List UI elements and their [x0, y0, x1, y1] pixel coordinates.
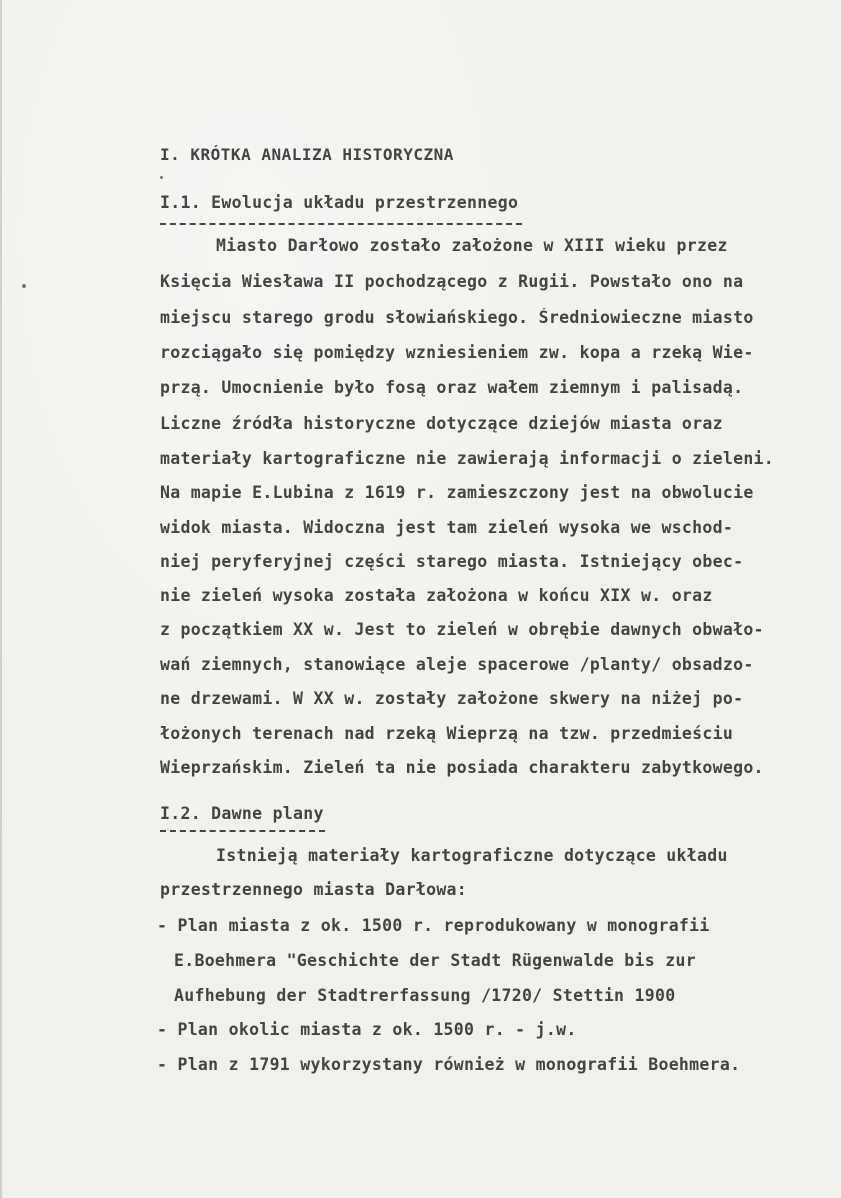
paragraph-line: Księcia Wiesława II pochodzącego z Rugii. Powstało ono na [160, 272, 744, 291]
paragraph-line: łożonych terenach nad rzeką Wieprzą na tzw. przedmieściu [160, 724, 734, 743]
paragraph-line: materiały kartograficzne nie zawierają informacji o zieleni. [160, 449, 775, 468]
paragraph-line: przą. Umocnienie było fosą oraz wałem ziemnym i palisadą. [160, 378, 744, 397]
paragraph-line: Liczne źródła historyczne dotyczące dziejów miasta oraz [160, 414, 723, 433]
list-item: - Plan miasta z ok. 1500 r. reprodukowany w monografii [157, 916, 710, 935]
paragraph-line: z początkiem XX w. Jest to zieleń w obrębie dawnych obwało- [160, 620, 764, 639]
section-1-heading: I.1. Ewolucja układu przestrzennego [160, 193, 519, 212]
paragraph-line: przestrzennego miasta Darłowa: [160, 880, 468, 899]
paragraph-line: ne drzewami. W XX w. zostały założone skwery na niżej po- [160, 689, 744, 708]
list-item: - Plan z 1791 wykorzystany również w monografii Boehmera. [157, 1055, 741, 1074]
section-title: I. KRÓTKA ANALIZA HISTORYCZNA [160, 145, 454, 164]
paragraph-line: Na mapie E.Lubina z 1619 r. zamieszczony jest na obwolucie [160, 483, 754, 502]
margin-dot [160, 176, 163, 179]
paragraph-line: rozciągało się pomiędzy wzniesieniem zw. kopa a rzeką Wie- [160, 343, 754, 362]
list-item: - Plan okolic miasta z ok. 1500 r. - j.w. [157, 1020, 577, 1039]
heading-underline [160, 223, 522, 225]
paragraph-line: Wieprzańskim. Zieleń ta nie posiada charakteru zabytkowego. [160, 758, 764, 777]
heading-underline [160, 830, 325, 832]
list-item-continuation: E.Boehmera "Geschichte der Stadt Rügenwalde bis zur [174, 951, 696, 970]
paragraph-line: widok miasta. Widoczna jest tam zieleń wysoka we wschod- [160, 518, 734, 537]
paragraph-line: nie zieleń wysoka została założona w końcu XIX w. oraz [160, 586, 713, 605]
margin-dot [22, 284, 26, 288]
paragraph-line: niej peryferyjnej części starego miasta. Istniejący obec- [160, 552, 744, 571]
paragraph-line: wań ziemnych, stanowiące aleje spacerowe /planty/ obsadzo- [160, 655, 754, 674]
list-item-continuation: Aufhebung der Stadtrerfassung /1720/ Stettin 1900 [174, 986, 676, 1005]
paragraph-line: Miasto Darłowo zostało założone w XIII wieku przez [216, 236, 728, 255]
paragraph-line: Istnieją materiały kartograficzne dotyczące układu [216, 846, 728, 865]
section-2-heading: I.2. Dawne plany [160, 804, 324, 823]
paragraph-line: miejscu starego grodu słowiańskiego. Średniowieczne miasto [160, 308, 754, 327]
